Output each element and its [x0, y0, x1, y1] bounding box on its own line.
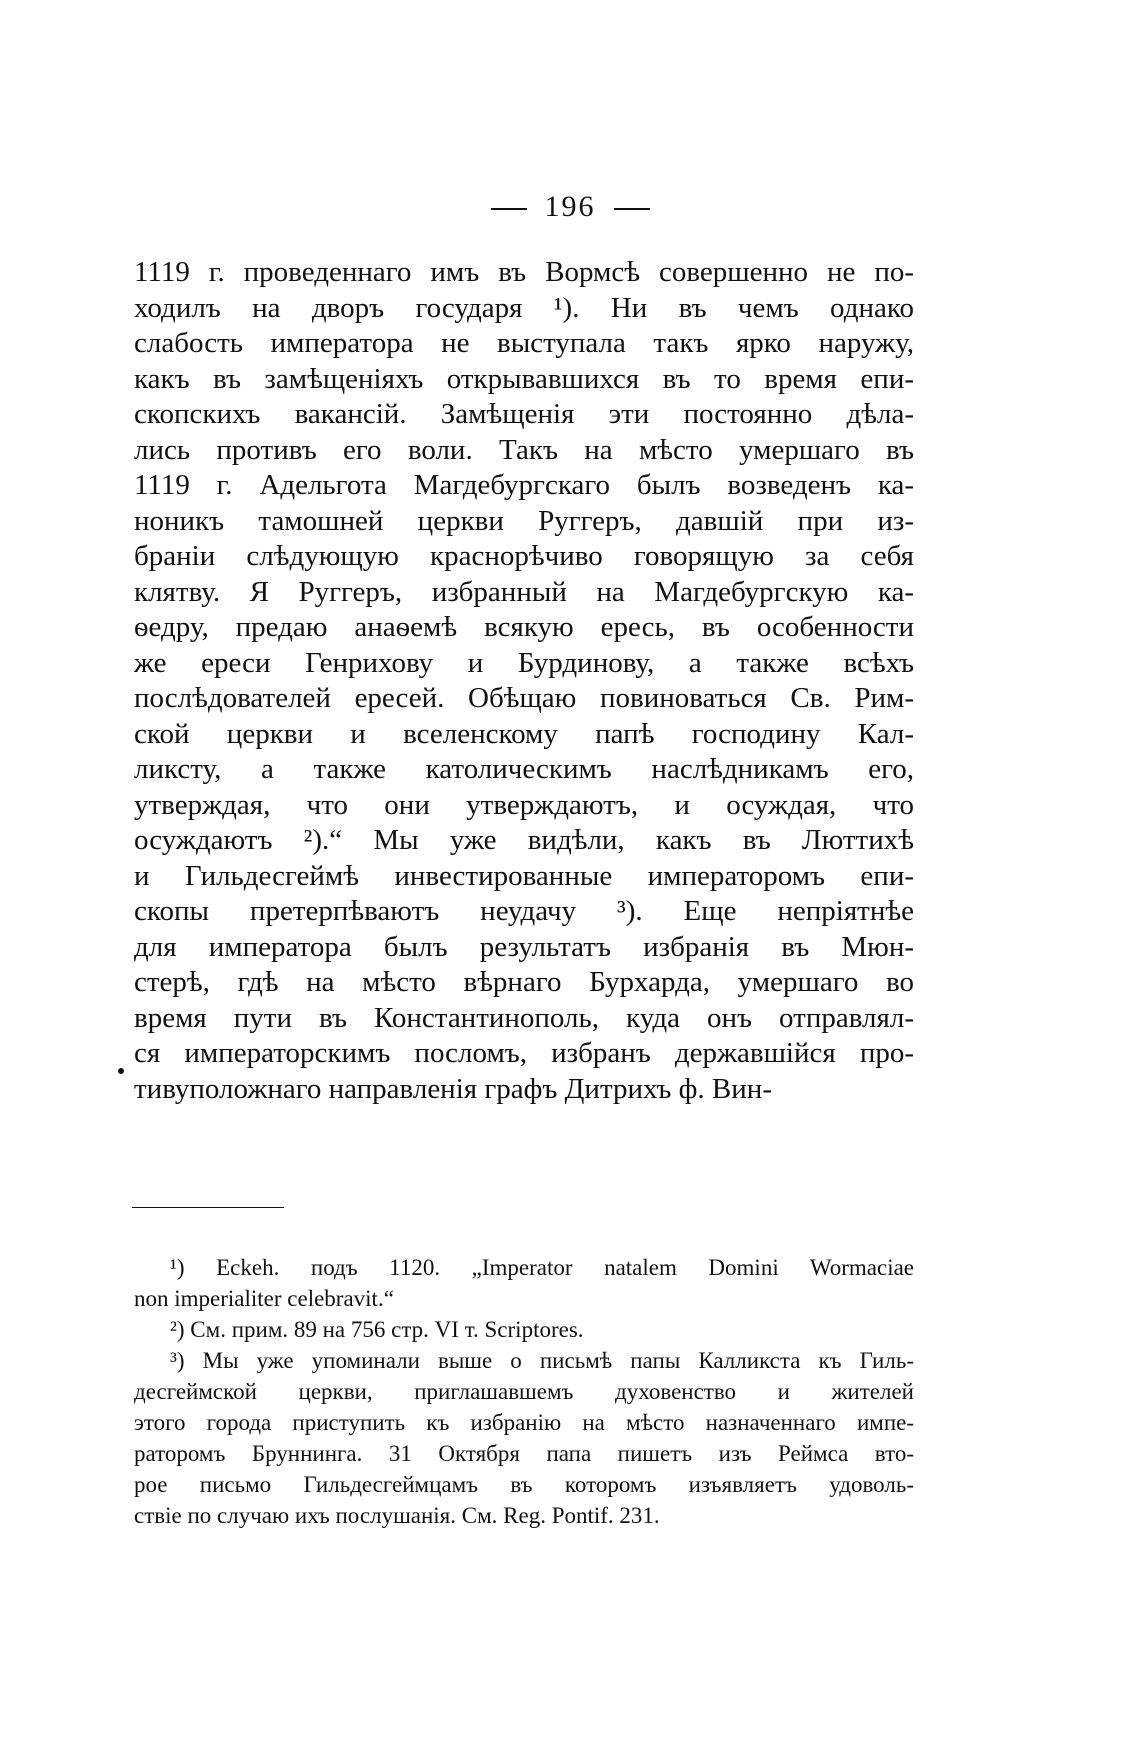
text-line: ходилъ на дворъ государя ¹). Ни въ чемъ однако: [134, 291, 914, 324]
text-line: осуждаютъ ²).“ Мы уже видѣли, какъ въ Люттихѣ: [134, 824, 914, 856]
text-line: стерѣ, гдѣ на мѣсто вѣрнаго Бурхарда, умершаго во: [134, 966, 914, 998]
text-line: ской церкви и вселенскому папѣ господину Кал-: [134, 717, 914, 750]
footnote-line: ²) См. прим. 89 на 756 стр. VI т. Scriptores.: [170, 1317, 584, 1342]
text-line: утверждая, что они утверждаютъ, и осуждая, что: [134, 788, 914, 821]
header-dash-right: [614, 208, 650, 210]
page-number: 196: [544, 190, 596, 223]
footnote-line: ствіе по случаю ихъ послушанія. См. Reg. Pontif. 231.: [134, 1503, 660, 1528]
footnote-line: ³) Мы уже упоминали выше о письмѣ папы Калликста къ Гиль-: [170, 1348, 914, 1373]
footnote-line: рое письмо Гильдесгеймцамъ въ которомъ изъявляетъ удоволь-: [134, 1472, 914, 1497]
text-line: ѳедру, предаю анаѳемѣ всякую ересь, въ особенности: [134, 611, 914, 643]
page-header: [0, 190, 1140, 224]
footnote-line: non imperialiter celebravit.“: [134, 1286, 394, 1311]
header-dash-left: [491, 208, 527, 210]
text-line: скопскихъ вакансій. Замѣщенія эти постоянно дѣла-: [134, 398, 914, 430]
text-line: же ереси Генрихову и Бурдинову, а также всѣхъ: [134, 646, 914, 679]
text-line: время пути въ Константинополь, куда онъ отправлял-: [134, 1001, 914, 1034]
text-line: 1119 г. Адельгота Магдебургскаго былъ возведенъ ка-: [134, 469, 914, 501]
footnotes: [134, 1252, 914, 1531]
text-line: браніи слѣдующую краснорѣчиво говорящую за себя: [134, 540, 914, 572]
text-line: и Гильдесгеймѣ инвестированные императоромъ епи-: [134, 859, 914, 892]
margin-mark: [118, 1068, 124, 1074]
text-line: лись противъ его воли. Такъ на мѣсто умершаго въ: [134, 433, 914, 466]
footnote-line: этого города приступить къ избранію на мѣсто назначеннаго импе-: [134, 1410, 914, 1435]
text-line: 1119 г. проведеннаго имъ въ Вормсѣ совершенно не по-: [134, 256, 914, 288]
text-line: клятву. Я Руггеръ, избранный на Магдебургскую ка-: [134, 575, 914, 608]
text-line: ся императорскимъ посломъ, избранъ державшійся про-: [134, 1037, 914, 1069]
text-line: послѣдователей ересей. Обѣщаю повиноваться Св. Рим-: [134, 682, 914, 714]
text-line: какъ въ замѣщеніяхъ открывавшихся въ то время епи-: [134, 362, 914, 395]
footnote-line: десгеймской церкви, приглашавшемъ духовенство и жителей: [134, 1379, 914, 1404]
footnote-separator: [132, 1207, 284, 1208]
text-line: ликсту, а также католическимъ наслѣдникамъ его,: [134, 753, 914, 785]
text-line: скопы претерпѣваютъ неудачу ³). Еще непріятнѣе: [134, 895, 914, 927]
text-line: для императора былъ результатъ избранія въ Мюн-: [134, 930, 914, 963]
text-line: ноникъ тамошней церкви Руггеръ, давшій при из-: [134, 504, 914, 537]
footnote-line: ¹) Eckeh. подъ 1120. „Imperator natalem Domini Wormaciae: [170, 1255, 914, 1280]
footnote-line: раторомъ Бруннинга. 31 Октября папа пишетъ изъ Реймса вто-: [134, 1441, 914, 1466]
text-line: слабость императора не выступала такъ ярко наружу,: [134, 327, 914, 359]
text-line: тивуположнаго направленія графъ Дитрихъ ф. Вин-: [134, 1072, 772, 1105]
main-text: [134, 255, 914, 1107]
